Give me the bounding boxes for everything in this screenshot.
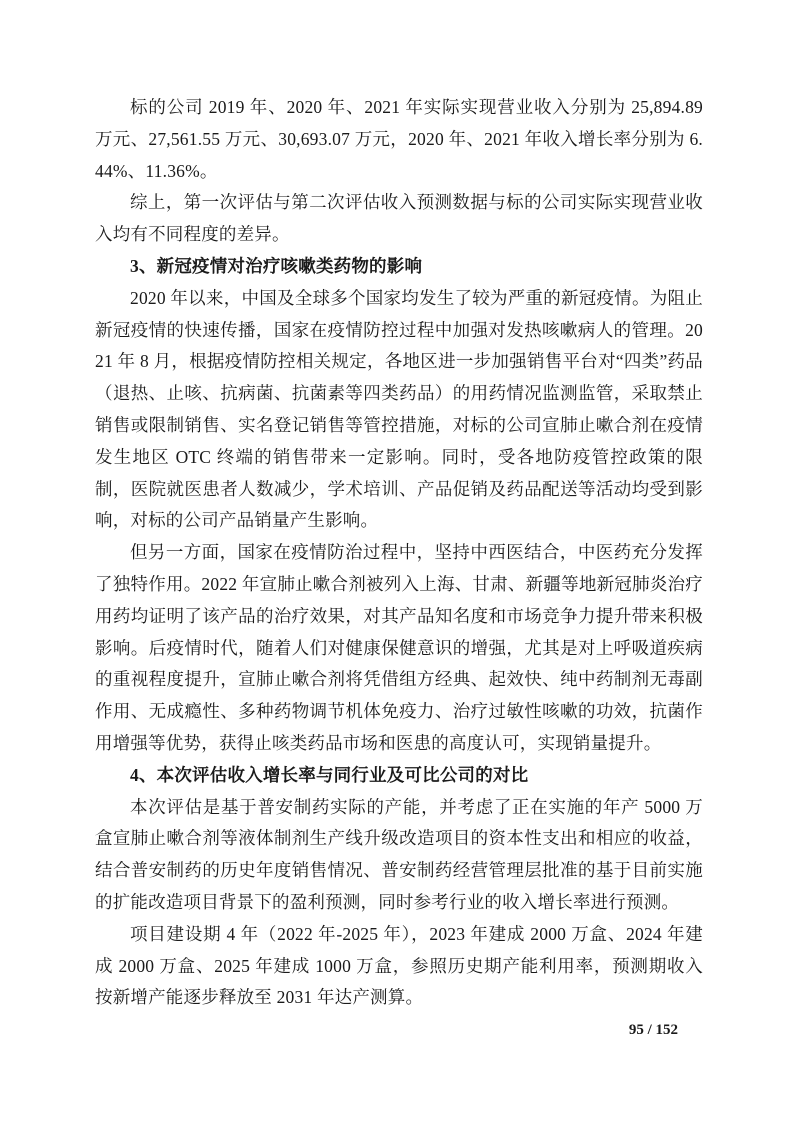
paragraph: 本次评估是基于普安制药实际的产能，并考虑了正在实施的年产 5000 万盒宣肺止嗽合剂等液体制剂生产线升级改造项目的资本性支出和相应的收益，结合普安制药的历史年度销售情况、普安制药经营管理层批准的基于目前实施的扩能改造项目背景下的盈利预测，同时参考行业的收入增长率进行预测。 (95, 796, 703, 912)
paragraph: 标的公司 2019 年、2020 年、2021 年实际实现营业收入分别为 25,894.89 万元、27,561.55 万元、30,693.07 万元，2020 年、2021 年收入增长率分别为 6.44%、11.36%。 (95, 97, 703, 181)
paragraph: 2020 年以来，中国及全球多个国家均发生了较为严重的新冠疫情。为阻止新冠疫情的快速传播，国家在疫情防控过程中加强对发热咳嗽病人的管理。2021 年 8 月，根据疫情防控相关规定，各地区进一步加强销售平台对“四类”药品（退热、止咳、抗病菌、抗菌素等四类药品）的用药情况监测监管，采取禁止销售或限制销售、实名登记销售等管控措施，对标的公司宣肺止嗽合剂在疫情发生地区 OTC 终端的销售带来一定影响。同时，受各地防疫管控政策的限制，医院就医患者人数减少，学术培训、产品促销及药品配送等活动均受到影响，对标的公司产品销量产生影响。 (95, 287, 703, 531)
document-body (95, 92, 703, 1014)
page-number: 95 / 152 (628, 1022, 678, 1038)
paragraph: 但另一方面，国家在疫情防治过程中，坚持中西医结合，中医药充分发挥了独特作用。2022 年宣肺止嗽合剂被列入上海、甘肃、新疆等地新冠肺炎治疗用药均证明了该产品的治疗效果，对其产品知名度和市场竞争力提升带来积极影响。后疫情时代，随着人们对健康保健意识的增强，尤其是对上呼吸道疾病的重视程度提升，宣肺止嗽合剂将凭借组方经典、起效快、纯中药制剂无毒副作用、无成瘾性、多种药物调节机体免疫力、治疗过敏性咳嗽的功效，抗菌作用增强等优势，获得止咳类药品市场和医患的高度认可，实现销量提升。 (95, 542, 703, 753)
section-heading: 4、本次评估收入增长率与同行业及可比公司的对比 (130, 764, 529, 785)
section-heading: 3、新冠疫情对治疗咳嗽类药物的影响 (130, 255, 423, 276)
paragraph: 项目建设期 4 年（2022 年-2025 年），2023 年建成 2000 万盒、2024 年建成 2000 万盒、2025 年建成 1000 万盒，参照历史期产能利用率，预测期收入按新增产能逐步释放至 2031 年达产测算。 (95, 923, 703, 1008)
paragraph: 综上，第一次评估与第二次评估收入预测数据与标的公司实际实现营业收入均有不同程度的差异。 (95, 192, 703, 245)
